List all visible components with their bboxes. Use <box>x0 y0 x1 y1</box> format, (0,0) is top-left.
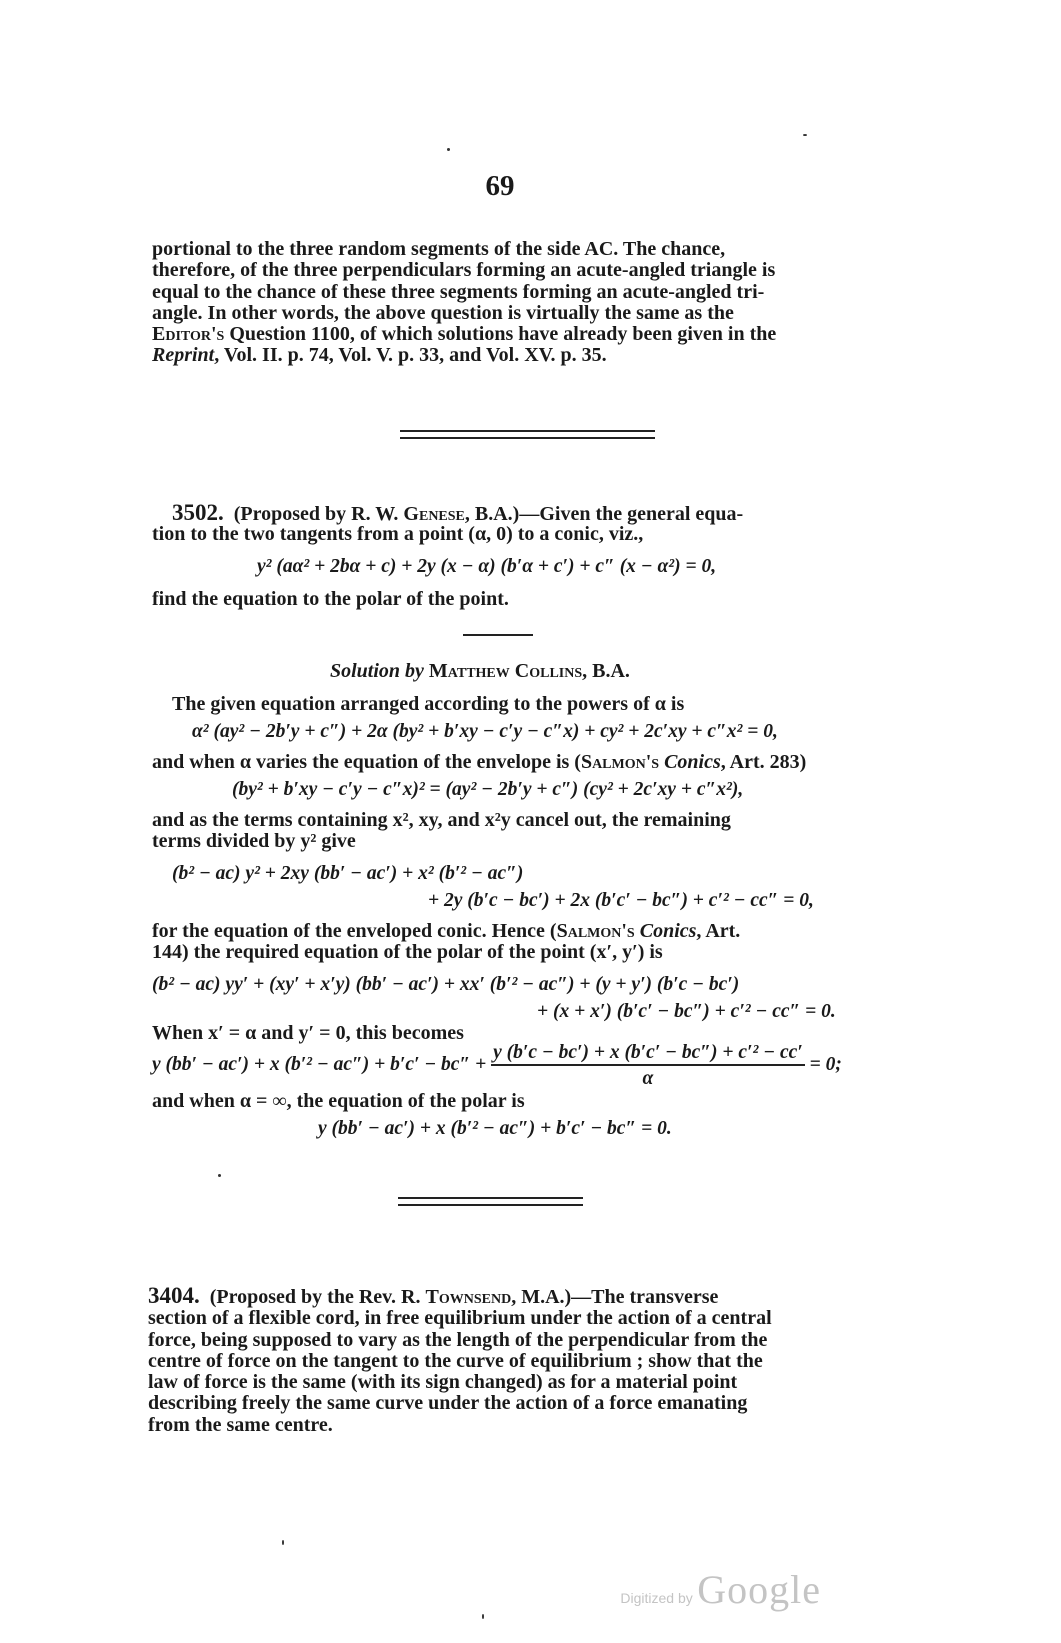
section-divider <box>400 437 655 439</box>
given-equation: y² (aα² + 2bα + c) + 2y (x − α) (b′α + c′) + c″ (x − α²) = 0, <box>257 556 717 577</box>
equation: (by² + b′xy − c′y − c″x)² = (ay² − 2b′y + c″) (cy² + 2c′xy + c″x²), <box>232 779 744 800</box>
paragraph-line: Editor's Question 1100, of which solutions have already been given in the <box>152 323 777 346</box>
speck <box>218 1174 221 1177</box>
solution-text: and when α varies the equation of the envelope is (Salmon's Conics, Art. 283) <box>152 751 807 773</box>
question-text: section of a flexible cord, in free equilibrium under the action of a central <box>148 1307 772 1330</box>
speck <box>803 134 807 136</box>
speck <box>482 1614 484 1619</box>
equation: (b² − ac) y² + 2xy (bb′ − ac′) + x² (b′² − ac″) <box>172 863 524 884</box>
equation: + (x + x′) (b′c′ − bc″) + c′² − cc″ = 0. <box>537 1001 836 1022</box>
solution-text: and when α = ∞, the equation of the polar is <box>152 1090 525 1112</box>
paragraph-line: Reprint, Vol. II. p. 74, Vol. V. p. 33, and Vol. XV. p. 35. <box>152 344 607 367</box>
solution-text: for the equation of the enveloped conic. Hence (Salmon's Conics, Art. <box>152 920 741 942</box>
page-number: 69 <box>485 170 515 202</box>
equation: y (bb′ − ac′) + x (b′² − ac″) + b′c′ − bc″ = 0. <box>318 1118 672 1139</box>
question-3404 <box>148 1285 852 1436</box>
question-3404-heading: 3404. (Proposed by the Rev. R. Townsend, M.A.)—The transverse <box>148 1283 719 1308</box>
section-divider <box>398 1197 583 1199</box>
solver-name: Matthew Collins <box>428 660 583 682</box>
proposer-name: Genese <box>403 503 465 525</box>
solution-text: The given equation arranged according to the powers of α is <box>172 693 685 715</box>
solution-text: When x′ = α and y′ = 0, this becomes <box>152 1022 464 1044</box>
question-text: describing freely the same curve under the action of a force emanating <box>148 1392 748 1415</box>
proposer-name: Townsend <box>425 1286 512 1308</box>
google-watermark: Digitized by Google <box>620 1567 821 1612</box>
short-divider <box>463 634 533 636</box>
solution-heading: Solution by Matthew Collins, B.A. <box>330 660 630 682</box>
question-text: find the equation to the polar of the point. <box>152 588 509 610</box>
section-divider <box>400 430 655 432</box>
question-text: law of force is the same (with its sign changed) as for a material point <box>148 1371 738 1394</box>
question-number: 3404. <box>148 1283 200 1308</box>
paragraph-line: therefore, of the three perpendiculars forming an acute-angled triangle is <box>152 259 776 282</box>
fraction: $\frac{\text{y (b′c − bc′) + x (b′c′ − bc″) + c′² − cc′}}{\alpha}$ <box>493 1042 803 1089</box>
equation: + 2y (b′c − bc′) + 2x (b′c′ − bc″) + c′² − cc″ = 0, <box>428 890 814 911</box>
top-paragraph <box>152 239 852 367</box>
question-text: from the same centre. <box>148 1413 333 1436</box>
solution-text: and as the terms containing x², xy, and x²y cancel out, the remaining <box>152 809 731 831</box>
speck <box>447 148 450 151</box>
section-divider <box>398 1204 583 1206</box>
paragraph-line: equal to the chance of these three segments forming an acute-angled tri- <box>152 280 765 303</box>
editor-name: Editor's <box>152 323 225 346</box>
paragraph-line: portional to the three random segments of the side AC. The chance, <box>152 238 726 260</box>
paragraph-line: angle. In other words, the above question is virtually the same as the <box>152 301 734 324</box>
solution-text: 144) the required equation of the polar of the point (x′, y′) is <box>152 941 663 963</box>
question-number: 3502. <box>172 500 224 525</box>
speck <box>282 1540 284 1545</box>
equation: (b² − ac) yy′ + (xy′ + x′y) (bb′ − ac′) + xx′ (b′² − ac″) + (y + y′) (b′c − bc′) <box>152 974 740 995</box>
solution-text: terms divided by y² give <box>152 830 356 852</box>
fraction-equation: y (bb′ − ac′) + x (b′² − ac″) + b′c′ − bc″ + $\frac{\text{y (b′c − bc′) + x (b′c′ − bc″) + c′² − cc′}}{\alpha}$ = 0; <box>152 1042 842 1089</box>
equation: α² (ay² − 2b′y + c″) + 2α (by² + b′xy − c′y − c″x) + cy² + 2c′xy + c″x² = 0, <box>192 721 778 742</box>
question-text: tion to the two tangents from a point (α, 0) to a conic, viz., <box>152 523 644 545</box>
google-logo: Google <box>697 1567 821 1612</box>
reprint-title: Reprint <box>152 344 215 367</box>
question-3502-heading: 3502. (Proposed by R. W. Genese, B.A.)—Given the general equa- <box>172 500 744 525</box>
question-text: force, being supposed to vary as the length of the perpendicular from the <box>148 1328 768 1351</box>
question-text: centre of force on the tangent to the curve of equilibrium ; show that the <box>148 1349 763 1372</box>
